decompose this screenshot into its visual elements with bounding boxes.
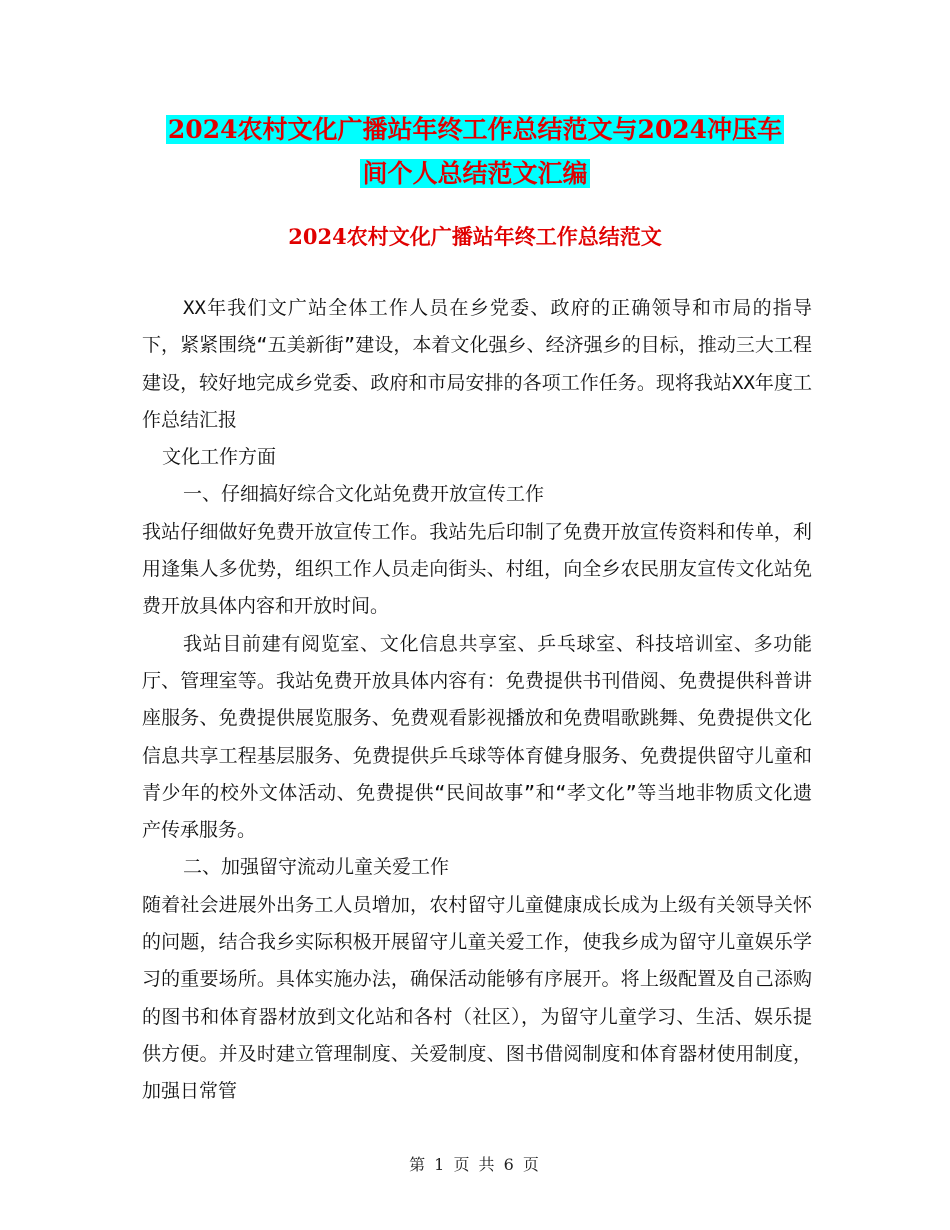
heading-section-one: 一、仔细搞好综合文化站免费开放宣传工作 bbox=[183, 483, 545, 506]
document-title-line-1 bbox=[0, 112, 950, 148]
page-footer: 第 1 页 共 6 页 bbox=[409, 1155, 541, 1174]
paragraph-intro: XX年我们文广站全体工作人员在乡党委、政府的正确领导和市局的指导下，紧紧围绕“五美新街”建设，本着文化强乡、经济强乡的目标，推动三大工程建设，较好地完成乡党委、政府和市局安排的各项工作任务。现将我站XX年度工作总结汇报 bbox=[142, 297, 812, 431]
title-highlight-2: 间个人总结范文汇编 bbox=[362, 159, 588, 188]
section-subtitle: 2024农村文化广播站年终工作总结范文 bbox=[288, 224, 662, 249]
document-body bbox=[142, 290, 812, 1111]
paragraph-publicity: 我站仔细做好免费开放宣传工作。我站先后印制了免费开放宣传资料和传单，利用逢集人多优势，组织工作人员走向街头、村组，向全乡农民朋友宣传文化站免费开放具体内容和开放时间。 bbox=[142, 520, 812, 618]
title-highlight-1: 2024农村文化广播站年终工作总结范文与2024冲压车 bbox=[167, 115, 783, 144]
heading-section-two: 二、加强留守流动儿童关爱工作 bbox=[183, 856, 450, 879]
paragraph-left-behind-children: 随着社会进展外出务工人员增加，农村留守儿童健康成长成为上级有关领导关怀的问题，结合我乡实际积极开展留守儿童关爱工作，使我乡成为留守儿童娱乐学习的重要场所。具体实施办法，确保活动能够有序展开。将上级配置及自己添购的图书和体育器材放到文化站和各村（社区），为留守儿童学习、生活、娱乐提供方便。并及时建立管理制度、关爱制度、图书借阅制度和体育器材使用制度，加强日常管 bbox=[142, 893, 812, 1103]
heading-culture-work: 文化工作方面 bbox=[162, 446, 277, 469]
document-title-line-2 bbox=[0, 156, 950, 192]
paragraph-facilities: 我站目前建有阅览室、文化信息共享室、乒乓球室、科技培训室、多功能厅、管理室等。我站免费开放具体内容有：免费提供书刊借阅、免费提供科普讲座服务、免费提供展览服务、免费观看影视播放和免费唱歌跳舞、免费提供文化信息共享工程基层服务、免费提供乒乓球等体育健身服务、免费提供留守儿童和青少年的校外文体活动、免费提供“民间故事”和“孝文化”等当地非物质文化遗产传承服务。 bbox=[142, 632, 812, 842]
